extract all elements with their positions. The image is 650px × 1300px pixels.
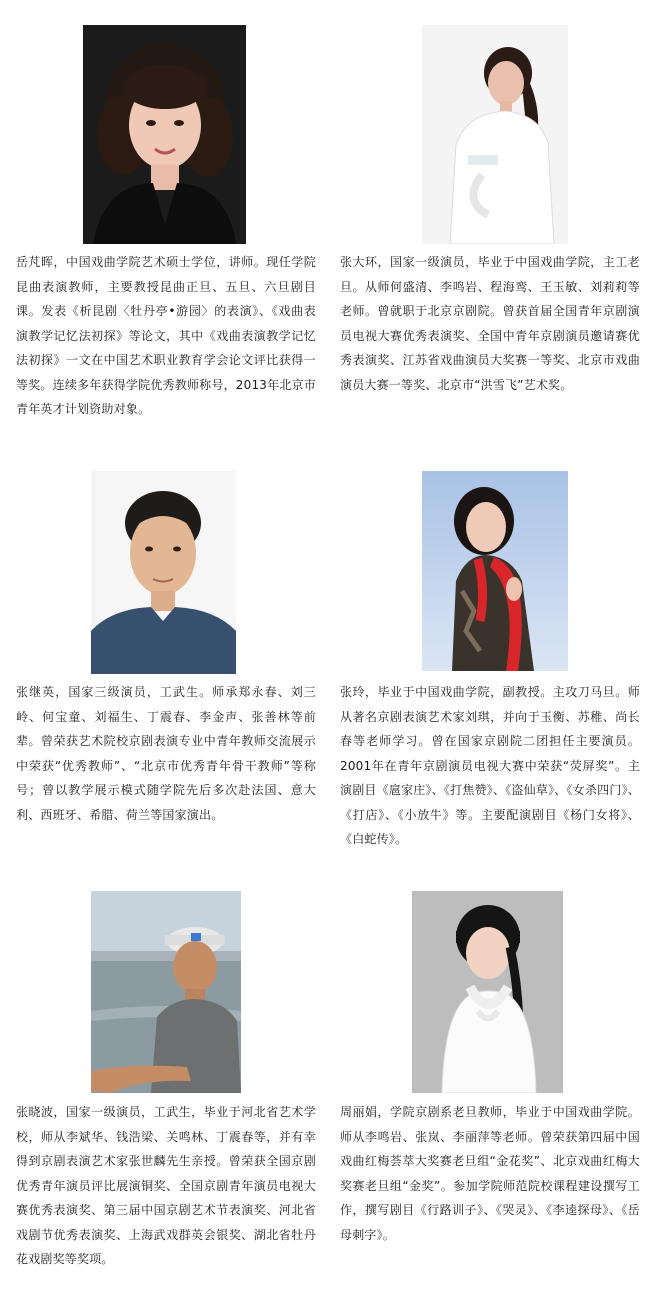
portrait-man-blue-shirt [91,471,236,674]
teacher-photo-5 [91,891,241,1093]
teacher-bio-3: 张继英，国家三级演员，工武生。师承郑永春、刘三岭、何宝童、刘福生、丁震春、李金声、张善林等前辈。曾荣获艺术院校京剧表演专业中青年教师交流展示中荣获“优秀教师”、“北京市优秀青年骨干教师”等称号；曾以教学展示模式随学院先后多次赴法国、意大利、西班牙、希腊、荷兰等国家演出。 [16,685,316,822]
portrait-woman-curly-hair [83,25,246,244]
teacher-bio-4: 张玲，毕业于中国戏曲学院，副教授。主攻刀马旦。师从著名京剧表演艺术家刘琪，并向于玉衡、苏稚、尚长春等老师学习。曾在国家京剧院二团担任主要演员。2001年在青年京剧演员电视大赛中荣获“荧屏奖”。主演剧目《扈家庄》、《打焦赞》、《盗仙草》、《女杀四门》、《打店》、《小放牛》等。主要配演剧目《杨门女将》、《白蛇传》。 [340,685,640,846]
teacher-bio-1: 岳芃晖，中国戏曲学院艺术硕士学位，讲师。现任学院昆曲表演教师，主要教授昆曲正旦、五旦、六旦剧目课。发表《析昆剧〈牡丹亭•游园〉的表演》、《戏曲表演教学记忆法初探》等论文，其中《戏曲表演教学记忆法初探》一文在中国艺术职业教育学会论文评比获得一等奖。连续多年获得学院优秀教师称号，2013年北京市青年英才计划资助对象。 [16,255,316,416]
portrait-woman-braid-white-blouse [412,891,563,1093]
teacher-bio-6: 周丽娟，学院京剧系老旦教师，毕业于中国戏曲学院。师从李鸣岩、张岚、李丽萍等老师。曾荣获第四届中国戏曲红梅荟萃大奖赛老旦组“金花奖”、北京戏曲红梅大奖赛老旦组“金奖”。参加学院师范院校课程建设撰写工作，撰写剧目《行路训子》、《哭灵》、《李逵探母》、《岳母刺字》。 [340,1105,640,1242]
portrait-woman-red-scarf [422,471,568,671]
teacher-photo-6 [412,891,563,1093]
teacher-photo-2 [422,25,568,244]
teacher-photo-3 [91,471,236,674]
teacher-bio-5: 张晓波，国家一级演员，工武生，毕业于河北省艺术学校，师从李斌华、钱浩梁、关鸣林、丁震春等，并有幸得到京剧表演艺术家张世麟先生亲授。曾荣获全国京剧优秀青年演员评比展演铜奖、全国京剧青年演员电视大赛优秀表演奖、第三届中国京剧艺术节表演奖、河北省戏剧节优秀表演奖、上海武戏群英会银奖、湖北省牡丹花戏剧奖等奖项。 [16,1105,316,1266]
teacher-bio-2: 张大环，国家一级演员，毕业于中国戏曲学院，主工老旦。从师何盛清、李鸣岩、程海鸾、王玉敏、刘莉莉等老师。曾就职于北京京剧院。曾获首届全国青年京剧演员电视大赛优秀表演奖、全国中青年京剧演员邀请赛优秀表演奖、江苏省戏曲演员大奖赛一等奖、北京市戏曲演员大赛一等奖、北京市“洪雪飞”艺术奖。 [340,255,640,392]
portrait-woman-white-top [422,25,568,244]
portrait-man-cap-seaside [91,891,241,1093]
teacher-photo-4 [422,471,568,671]
teacher-photo-1 [83,25,246,244]
